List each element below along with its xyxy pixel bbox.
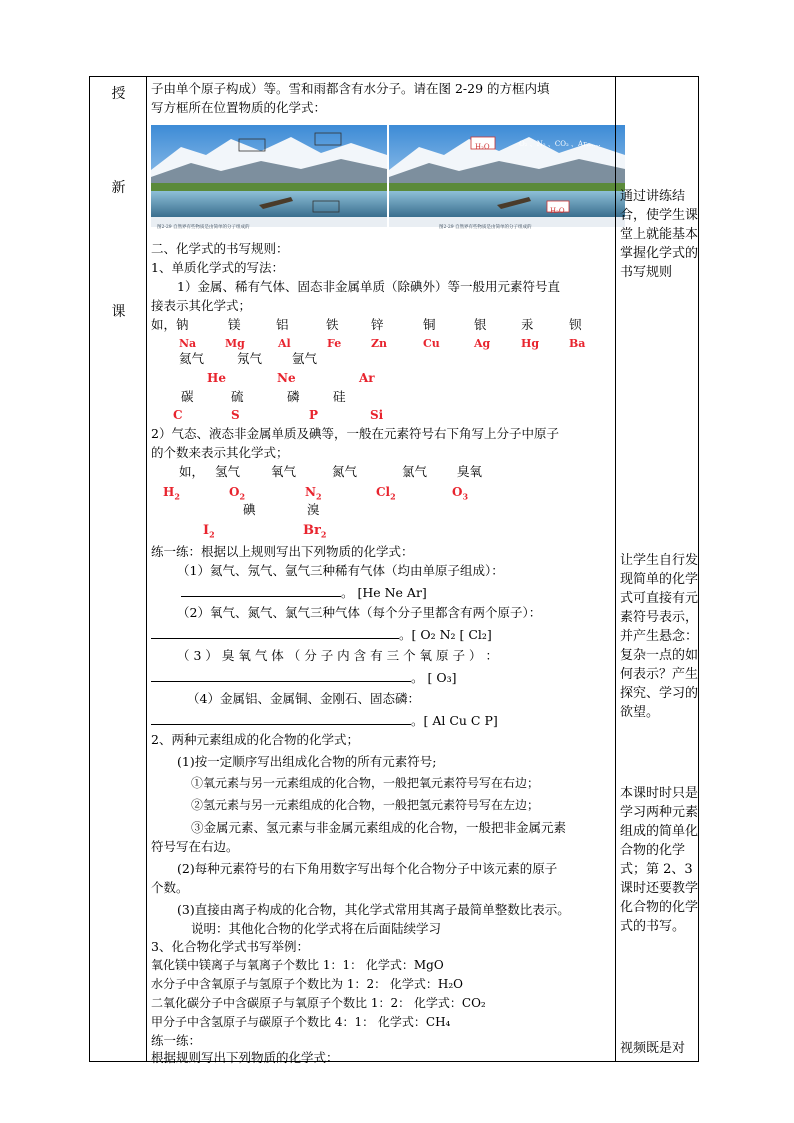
practice-a1: 。 [He Ne Ar] bbox=[181, 583, 427, 602]
metal-cn: 铝 bbox=[276, 317, 289, 332]
compounds-title: 2、两种元素组成的化合物的化学式； bbox=[151, 732, 359, 747]
diatomic-cn: 氧气 bbox=[271, 464, 297, 479]
diatomic-symbol: $N_2$ bbox=[305, 485, 322, 502]
nonmetal-cn: 磷 bbox=[287, 389, 300, 404]
practice-q4: （4）金属铝、金属铜、金刚石、固态磷： bbox=[187, 691, 420, 706]
side-char-1: 授 bbox=[111, 86, 126, 102]
metal-symbol: Cu bbox=[423, 337, 440, 350]
compounds-r1a: ①氧元素与另一元素组成的化合物，一般把氧元素符号写在右边； bbox=[191, 776, 540, 790]
diatomic-symbol: $O_2$ bbox=[229, 485, 246, 502]
practice-a2: 。[ O₂ N₂ [ Cl₂] bbox=[151, 625, 492, 644]
diatomic-symbol: $H_2$ bbox=[163, 485, 180, 502]
examples-practice-line: 根据规则写出下列物质的化学式： bbox=[151, 1050, 339, 1065]
nonmetal-cn: 硅 bbox=[333, 389, 346, 404]
section2-title: 二、化学式的书写规则： bbox=[151, 241, 289, 256]
compounds-r2b: 个数。 bbox=[151, 880, 189, 895]
nonmetal-symbol: Si bbox=[370, 408, 384, 422]
rule1a: 1）金属、稀有气体、固态非金属单质（除碘外）等一般用元素符号直 bbox=[177, 279, 560, 294]
stage-column bbox=[90, 77, 147, 1061]
gas-symbol: Ar bbox=[359, 371, 375, 385]
diatomic-cn: 氯气 bbox=[402, 464, 428, 479]
practice-a3: 。 [ O₃] bbox=[151, 668, 456, 687]
label-gases: O₂ 、N₂ 、CO₂ 、Ar…… bbox=[519, 140, 601, 148]
compounds-r1c-b: 符号写在右边。 bbox=[151, 839, 239, 854]
example-3: 二氧化碳分子中含碳原子与氧原子个数比 1：2： 化学式：CO₂ bbox=[151, 996, 486, 1010]
metal-cn: 汞 bbox=[521, 317, 534, 332]
section2-s1: 1、单质化学式的写法： bbox=[151, 260, 284, 275]
metal-cn: 锌 bbox=[371, 317, 384, 332]
notes-column bbox=[615, 77, 699, 1061]
example-4: 甲分子中含氢原子与碳原子个数比 4：1： 化学式：CH₄ bbox=[151, 1015, 451, 1029]
figure-left-image bbox=[151, 125, 387, 230]
answer-blank[interactable] bbox=[151, 712, 411, 725]
figure-right-image bbox=[389, 125, 625, 230]
label-h2o-b: H₂O bbox=[550, 207, 565, 215]
diatomic-cn: 如， bbox=[179, 464, 205, 479]
compounds-r1c-a: ③金属元素、氢元素与非金属元素组成的化合物，一般把非金属元素 bbox=[191, 820, 567, 835]
side-char-3: 课 bbox=[111, 304, 126, 320]
gas-symbol: He bbox=[207, 371, 226, 385]
metal-symbol: Hg bbox=[521, 337, 540, 350]
figure-left-caption: 图2-29 自然界有些物质是由简单的分子组成的 bbox=[157, 225, 250, 230]
example-1: 氧化镁中镁离子与氧离子个数比 1：1： 化学式：MgO bbox=[151, 958, 444, 972]
practice-title: 练一练：根据以上规则写出下列物质的化学式： bbox=[151, 544, 414, 559]
intro-line-1: 子由单个原子构成）等。雪和雨都含有水分子。请在图 2-29 的方框内填 bbox=[151, 81, 550, 96]
examples-practice-title: 练一练： bbox=[151, 1033, 202, 1048]
iodine-cn: 碘 bbox=[243, 502, 256, 517]
metal-cn: 如，钠 bbox=[151, 317, 189, 332]
gas-cn: 氦气 bbox=[179, 351, 205, 366]
diatomic-symbol: $Cl_2$ bbox=[376, 485, 396, 502]
answer-blank[interactable] bbox=[151, 626, 399, 639]
metal-symbol: Ag bbox=[474, 337, 491, 350]
practice-q3: （ 3 ） 臭 氧 气 体 （ 分 子 内 含 有 三 个 氧 原 子 ） ： bbox=[177, 648, 498, 663]
iodine-symbol: $I_2$ bbox=[203, 523, 215, 540]
diatomic-cn: 臭氧 bbox=[457, 464, 483, 479]
metal-symbol: Ba bbox=[569, 337, 586, 350]
compounds-note: 说明：其他化合物的化学式将在后面陆续学习 bbox=[191, 921, 442, 936]
practice-q1: （1）氦气、氖气、氩气三种稀有气体（均由单原子组成）： bbox=[177, 563, 504, 578]
compounds-r2a: (2)每种元素符号的右下角用数字写出每个化合物分子中该元素的原子 bbox=[177, 861, 558, 876]
example-2: 水分子中含氧原子与氢原子个数比为 1：2： 化学式：H₂O bbox=[151, 977, 464, 991]
metal-cn: 钡 bbox=[569, 317, 582, 332]
examples-title: 3、化合物化学式书写举例： bbox=[151, 939, 309, 954]
nonmetal-cn: 碳 bbox=[181, 389, 194, 404]
compounds-r1b: ②氢元素与另一元素组成的化合物，一般把氢元素符号写在左边； bbox=[191, 798, 540, 812]
diatomic-symbol: $O_3$ bbox=[452, 485, 469, 502]
rule1b: 接表示其化学式； bbox=[151, 298, 252, 313]
note-1: 通过讲练结合，使学生课堂上就能基本掌握化学式的书写规则 bbox=[620, 189, 699, 280]
gas-cn: 氩气 bbox=[292, 351, 318, 366]
note-2: 让学生自行发现简单的化学式可直接有元素符号表示，并产生悬念：复杂一点的如何表示？产生探究、学习的欲望。 bbox=[620, 553, 699, 720]
compounds-r3: (3)直接由离子构成的化合物，其化学式常用其离子最简单整数比表示。 bbox=[177, 902, 570, 917]
metal-cn: 铜 bbox=[423, 317, 436, 332]
rule2b: 的个数来表示其化学式； bbox=[151, 445, 289, 460]
note-3: 本课时时只是学习两种元素组成的简单化合物的化学式；第 2、3 课时还要教学化合物的化学式的书写。 bbox=[620, 786, 699, 934]
rule2a: 2）气态、液态非金属单质及碘等，一般在元素符号右下角写上分子中原子 bbox=[151, 426, 559, 441]
figure-right-caption: 图2-29 自然界有些物质是由简单的分子组成的 bbox=[439, 225, 532, 230]
gas-symbol: Ne bbox=[277, 371, 296, 385]
nonmetal-symbol: S bbox=[231, 408, 240, 422]
diatomic-cn: 氢气 bbox=[215, 464, 241, 479]
answer-blank[interactable] bbox=[151, 669, 411, 682]
practice-q2: （2）氧气、氮气、氯气三种气体（每个分子里都含有两个原子）： bbox=[177, 605, 542, 620]
metal-symbol: Zn bbox=[371, 337, 388, 350]
iodine-cn: 溴 bbox=[307, 502, 320, 517]
compounds-r1: (1)按一定顺序写出组成化合物的所有元素符号; bbox=[177, 754, 437, 769]
gas-cn: 氖气 bbox=[237, 351, 263, 366]
intro-line-2: 写方框所在位置物质的化学式： bbox=[151, 100, 327, 115]
iodine-symbol: $Br_2$ bbox=[303, 523, 327, 540]
metal-cn: 银 bbox=[474, 317, 487, 332]
metal-cn: 镁 bbox=[228, 317, 241, 332]
metal-symbol: Mg bbox=[225, 337, 245, 350]
label-h2o: H₂O bbox=[475, 143, 490, 151]
answer-blank[interactable] bbox=[181, 584, 341, 597]
nonmetal-symbol: P bbox=[309, 408, 319, 422]
nonmetal-cn: 硫 bbox=[231, 389, 244, 404]
nonmetal-symbol: C bbox=[173, 408, 183, 422]
metal-symbol: Na bbox=[179, 337, 197, 350]
lesson-table bbox=[89, 76, 699, 1065]
metal-cn: 铁 bbox=[326, 317, 339, 332]
metal-symbol: Fe bbox=[327, 337, 342, 350]
diatomic-cn: 氮气 bbox=[332, 464, 358, 479]
side-char-2: 新 bbox=[111, 180, 126, 196]
metal-symbol: Al bbox=[278, 337, 291, 350]
practice-a4: 。[ Al Cu C P] bbox=[151, 711, 498, 730]
note-4: 视频既是对 bbox=[620, 1041, 686, 1056]
